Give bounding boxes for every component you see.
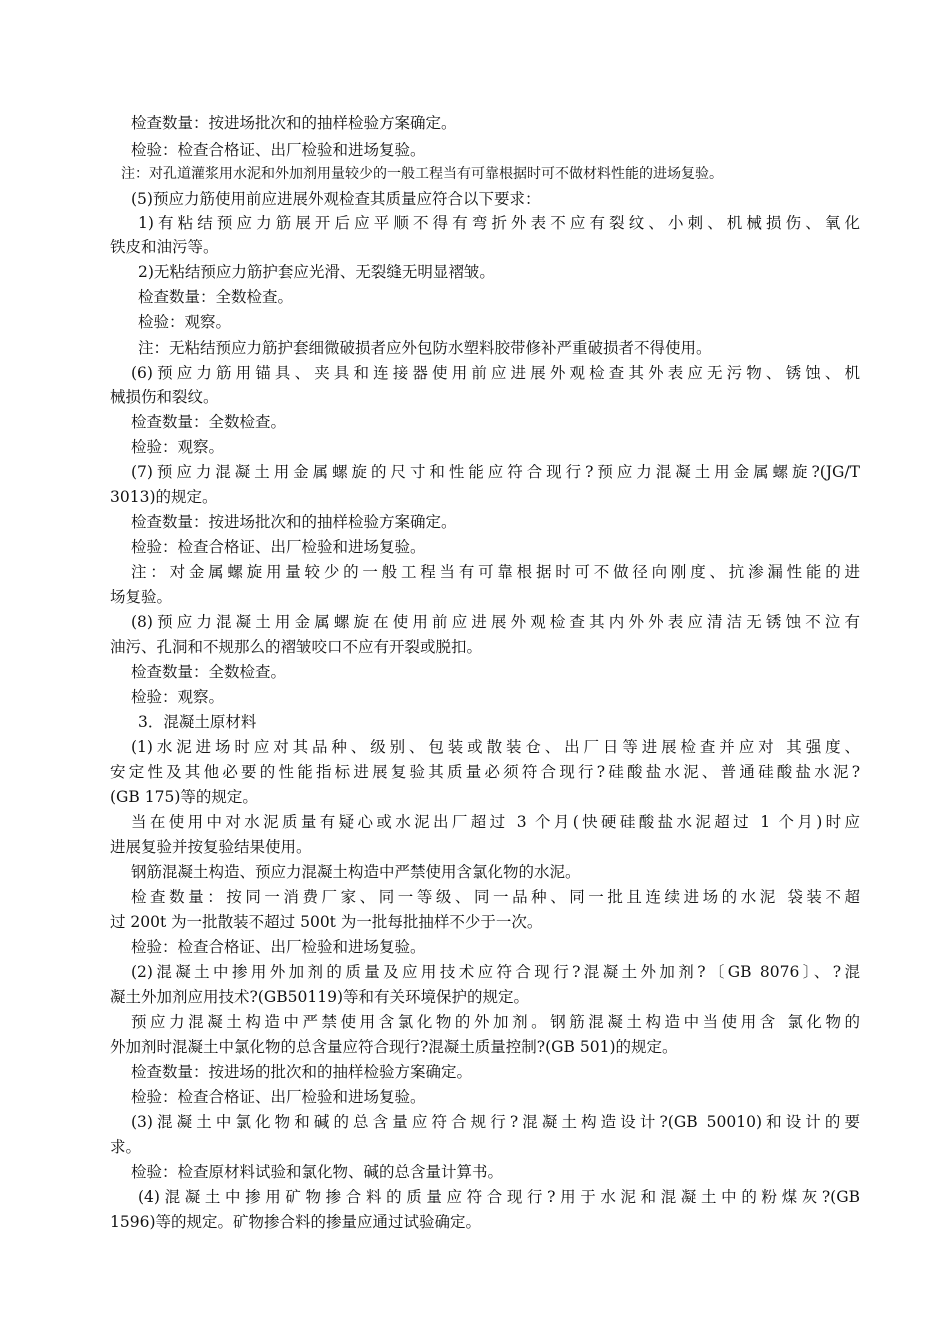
section-heading: (7)预应力混凝土用金属螺旋的尺寸和性能应符合现行?预应力混凝土用金属螺旋?(JG/T (131, 463, 860, 481)
section-heading: 3．混凝土原材料 (138, 713, 257, 731)
text-line: 求。 (110, 1138, 142, 1156)
section-heading: (3)混凝土中氯化物和碱的总含量应符合规行?混凝土构造设计?(GB 50010)和设计的要 (131, 1113, 860, 1131)
text-line: 检验：检查合格证、出厂检验和进场复验。 (131, 141, 426, 159)
text-line: 过 200t 为一批散装不超过 500t 为一批每批抽样不少于一次。 (110, 913, 543, 931)
text-line: 3013)的规定。 (110, 488, 218, 506)
text-line: 检查数量：全数检查。 (138, 288, 294, 306)
section-heading: (6)预应力筋用锚具、夹具和连接器使用前应进展外观检查其外表应无污物、锈蚀、机 (131, 364, 860, 382)
note-line: 注：对金属螺旋用量较少的一般工程当有可靠根据时可不做径向刚度、抗渗漏性能的进 (131, 563, 860, 581)
section-heading: (1)水泥进场时应对其品种、级别、包装或散装仓、出厂日等进展检查并应对 其强度、 (131, 738, 860, 756)
text-line: 械损伤和裂纹。 (110, 388, 219, 406)
text-line: 检验：检查合格证、出厂检验和进场复验。 (131, 1088, 426, 1106)
text-line: 检验：观察。 (138, 313, 232, 331)
text-line: 检验：检查合格证、出厂检验和进场复验。 (131, 538, 426, 556)
text-line: 外加剂时混凝土中氯化物的总含量应符合现行?混凝土质量控制?(GB 501)的规定。 (110, 1038, 678, 1056)
text-line: 安定性及其他必要的性能指标进展复验其质量必须符合现行?硅酸盐水泥、普通硅酸盐水泥? (110, 763, 860, 781)
section-heading: (5)预应力筋使用前应进展外观检查其质量应符合以下要求： (131, 190, 541, 208)
text-line: 1596)等的规定。矿物掺合料的掺量应通过试验确定。 (110, 1213, 481, 1231)
text-line: 场复验。 (110, 588, 173, 606)
text-line: 检验：观察。 (131, 438, 225, 456)
text-line: 油污、孔洞和不规那么的褶皱咬口不应有开裂或脱扣。 (110, 638, 483, 656)
text-line: (GB 175)等的规定。 (110, 788, 258, 806)
text-line: 进展复验并按复验结果使用。 (110, 838, 312, 856)
text-line: 检查数量：按进场批次和的抽样检验方案确定。 (131, 114, 457, 132)
text-line: 预应力混凝土构造中严禁使用含氯化物的外加剂。钢筋混凝土构造中当使用含 氯化物的 (131, 1013, 860, 1031)
text-line: 凝土外加剂应用技术?(GB50119)等和有关环境保护的规定。 (110, 988, 529, 1006)
text-line: 检验：检查原材料试验和氯化物、碱的总含量计算书。 (131, 1163, 504, 1181)
text-line: 检验：检查合格证、出厂检验和进场复验。 (131, 938, 426, 956)
text-line: 检查数量：全数检查。 (131, 413, 287, 431)
text-line: 铁皮和油污等。 (110, 238, 219, 256)
note-line: 注：无粘结预应力筋护套细微破损者应外包防水塑料胶带修补严重破损者不得使用。 (138, 339, 712, 357)
section-heading: (4)混凝土中掺用矿物掺合料的质量应符合现行?用于水泥和混凝土中的粉煤灰?(GB (138, 1188, 860, 1206)
text-line: 检查数量：按同一消费厂家、同一等级、同一品种、同一批且连续进场的水泥 袋装不超 (131, 888, 860, 906)
section-heading: (8)预应力混凝土用金属螺旋在使用前应进展外观检查其内外外表应清洁无锈蚀不泣有 (131, 613, 860, 631)
text-line: 2)无粘结预应力筋护套应光滑、无裂缝无明显褶皱。 (138, 263, 495, 281)
text-line: 检查数量：全数检查。 (131, 663, 287, 681)
note-line: 注：对孔道灌浆用水泥和外加剂用量较少的一般工程当有可靠根据时可不做材料性能的进场复验。 (121, 166, 723, 182)
text-line: 检查数量：按进场的批次和的抽样检验方案确定。 (131, 1063, 473, 1081)
text-line: 当在使用中对水泥质量有疑心或水泥出厂超过 3 个月(快硬硅酸盐水泥超过 1 个月)时应 (131, 813, 860, 831)
text-line: 1)有粘结预应力筋展开后应平顺不得有弯折外表不应有裂纹、小刺、机械损伤、氧化 (138, 214, 860, 232)
text-line: 检验：观察。 (131, 688, 225, 706)
text-line: 检查数量：按进场批次和的抽样检验方案确定。 (131, 513, 457, 531)
text-line: 钢筋混凝土构造、预应力混凝土构造中严禁使用含氯化物的水泥。 (131, 863, 581, 881)
section-heading: (2)混凝土中掺用外加剂的质量及应用技术应符合现行?混凝土外加剂?〔GB 8076〕、?混 (131, 963, 860, 981)
